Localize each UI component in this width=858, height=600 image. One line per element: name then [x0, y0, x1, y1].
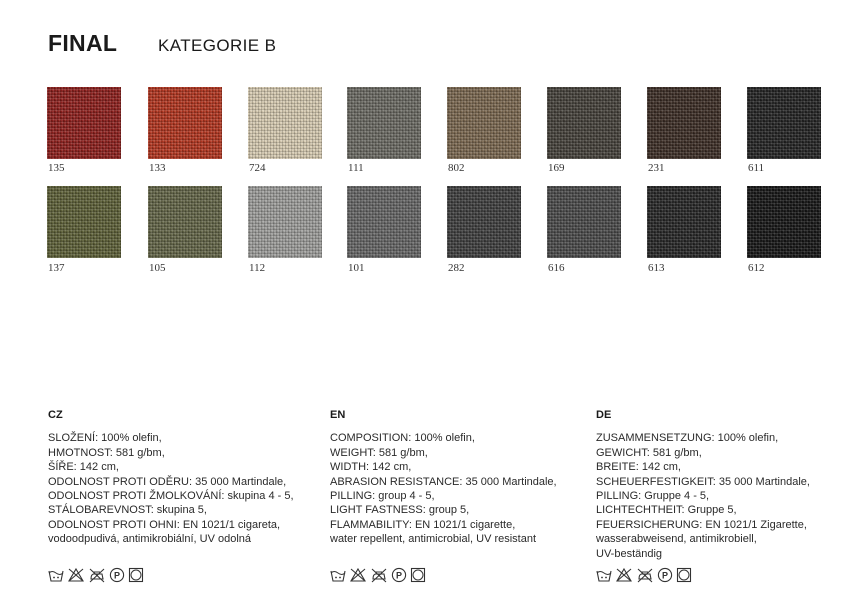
swatch-code: 282: [448, 262, 465, 274]
spec-line: UV-beständig: [596, 547, 663, 560]
swatch-code: 111: [348, 162, 364, 174]
no-bleach-icon: [615, 567, 633, 583]
spec-line: GEWICHT: 581 g/bm,: [596, 446, 702, 459]
wash-30-icon: [596, 567, 612, 583]
no-iron-icon: [636, 567, 654, 583]
fabric-swatch-105: [148, 186, 222, 258]
spec-line: PILLING: group 4 - 5,: [330, 490, 435, 503]
tumble-dry-icon: [676, 567, 692, 583]
spec-column-cz: [48, 408, 310, 547]
swatch-code: 802: [448, 162, 465, 174]
fabric-swatch-101: [347, 186, 421, 258]
spec-heading: EN: [330, 409, 346, 421]
care-p-letter: P: [395, 570, 403, 581]
spec-line: ZUSAMMENSETZUNG: 100% olefin,: [596, 432, 779, 445]
spec-line: HMOTNOST: 581 g/bm,: [48, 446, 165, 459]
swatch-code: 231: [648, 162, 665, 174]
care-symbols-en: [330, 567, 426, 583]
swatch-code: 101: [348, 262, 365, 274]
no-bleach-icon: [67, 567, 85, 583]
spec-line: SLOŽENÍ: 100% olefin,: [48, 432, 162, 445]
fabric-swatch-137: [47, 186, 121, 258]
spec-line: COMPOSITION: 100% olefin,: [330, 432, 475, 445]
spec-column-en: [330, 408, 592, 547]
tumble-dry-icon: [410, 567, 426, 583]
fabric-swatch-111: [347, 87, 421, 159]
no-bleach-icon: [349, 567, 367, 583]
swatch-code: 724: [249, 162, 266, 174]
swatch-code: 611: [748, 162, 765, 174]
care-p-letter: P: [661, 570, 669, 581]
page-subtitle: KATEGORIE B: [158, 36, 277, 55]
swatch-code: 133: [149, 162, 166, 174]
fabric-swatch-231: [647, 87, 721, 159]
spec-line: PILLING: Gruppe 4 - 5,: [596, 490, 710, 503]
spec-line: water repellent, antimicrobial, UV resistant: [330, 533, 537, 546]
spec-line: ODOLNOST PROTI ŽMOLKOVÁNÍ: skupina 4 - 5,: [48, 490, 294, 503]
swatch-code: 135: [48, 162, 65, 174]
spec-line: ABRASION RESISTANCE: 35 000 Martindale,: [330, 475, 557, 488]
care-symbols-cz: [48, 567, 144, 583]
swatch-code: 105: [149, 262, 166, 274]
spec-line: WIDTH: 142 cm,: [330, 461, 412, 474]
tumble-dry-icon: [128, 567, 144, 583]
swatch-code: 169: [548, 162, 565, 174]
spec-line: STÁLOBAREVNOST: skupina 5,: [48, 504, 207, 517]
spec-line: LIGHT FASTNESS: group 5,: [330, 504, 470, 517]
swatch-code: 616: [548, 262, 565, 274]
fabric-swatch-802: [447, 87, 521, 159]
fabric-swatch-611: [747, 87, 821, 159]
fabric-swatch-613: [647, 186, 721, 258]
spec-column-de: [596, 408, 858, 561]
swatch-code: 112: [249, 262, 266, 274]
page-title: FINAL: [48, 30, 118, 56]
fabric-swatch-133: [148, 87, 222, 159]
fabric-swatch-612: [747, 186, 821, 258]
no-iron-icon: [88, 567, 106, 583]
swatch-code: 613: [648, 262, 665, 274]
wash-30-icon: [48, 567, 64, 583]
spec-line: ODOLNOST PROTI ODĚRU: 35 000 Martindale,: [48, 475, 287, 488]
spec-line: wasserabweisend, antimikrobiell,: [596, 533, 757, 546]
fabric-swatch-724: [248, 87, 322, 159]
swatch-code: 137: [48, 262, 65, 274]
dry-clean-p-icon: [109, 567, 125, 583]
spec-line: ŠÍŘE: 142 cm,: [48, 461, 119, 474]
dry-clean-p-icon: [391, 567, 407, 583]
spec-line: WEIGHT: 581 g/bm,: [330, 446, 428, 459]
care-symbols-de: [596, 567, 692, 583]
spec-heading: DE: [596, 409, 612, 421]
fabric-swatch-169: [547, 87, 621, 159]
spec-line: BREITE: 142 cm,: [596, 461, 681, 474]
no-iron-icon: [370, 567, 388, 583]
fabric-swatch-616: [547, 186, 621, 258]
care-p-letter: P: [113, 570, 121, 581]
spec-heading: CZ: [48, 409, 63, 421]
dry-clean-p-icon: [657, 567, 673, 583]
spec-line: FLAMMABILITY: EN 1021/1 cigarette,: [330, 518, 516, 531]
swatch-code: 612: [748, 262, 765, 274]
spec-line: LICHTECHTHEIT: Gruppe 5,: [596, 504, 737, 517]
fabric-swatch-135: [47, 87, 121, 159]
wash-30-icon: [330, 567, 346, 583]
spec-line: vodoodpudivá, antimikrobiální, UV odolná: [48, 533, 252, 546]
fabric-swatch-282: [447, 186, 521, 258]
spec-line: SCHEUERFESTIGKEIT: 35 000 Martindale,: [596, 475, 810, 488]
spec-line: ODOLNOST PROTI OHNI: EN 1021/1 cigareta,: [48, 518, 281, 531]
spec-line: FEUERSICHERUNG: EN 1021/1 Zigarette,: [596, 518, 807, 531]
fabric-swatch-112: [248, 186, 322, 258]
